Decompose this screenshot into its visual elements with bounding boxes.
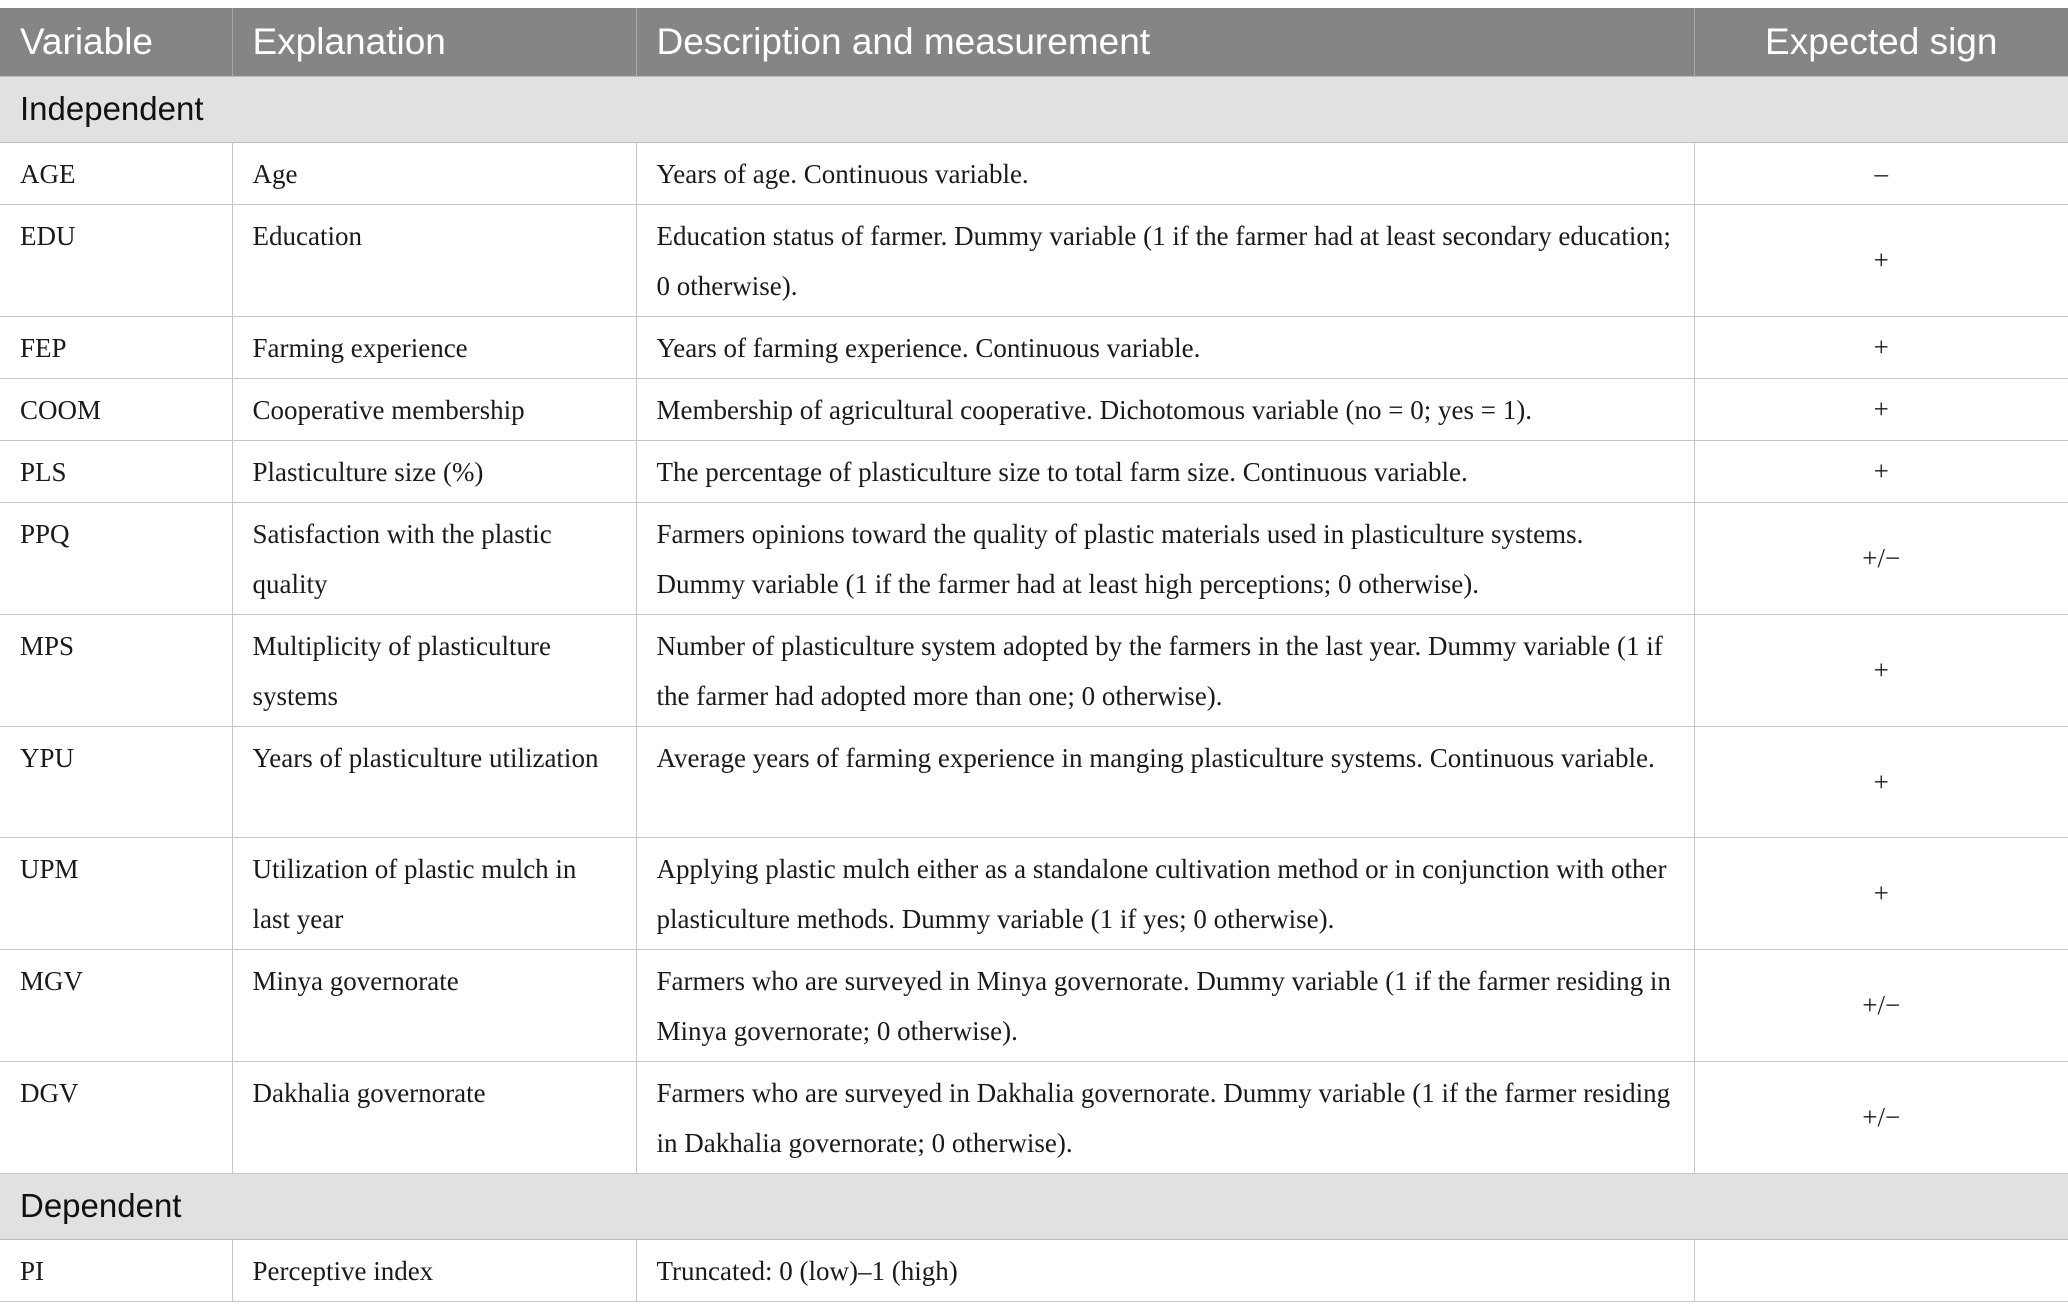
variable-cell: PI (0, 1239, 232, 1301)
description-cell: Years of farming experience. Continuous variable. (636, 316, 1694, 378)
sign-cell: +/− (1694, 502, 2068, 614)
section-row-dependent (0, 1173, 2068, 1239)
variable-cell: MGV (0, 949, 232, 1061)
header-expected-sign: Expected sign (1694, 8, 2068, 76)
header-row (0, 8, 2068, 76)
variable-cell: FEP (0, 316, 232, 378)
explanation-cell: Minya governorate (232, 949, 636, 1061)
table-row (0, 502, 2068, 614)
explanation-cell: Years of plasticulture utilization (232, 726, 636, 837)
sign-cell: + (1694, 726, 2068, 837)
description-cell: Membership of agricultural cooperative. Dichotomous variable (no = 0; yes = 1). (636, 378, 1694, 440)
variable-cell: COOM (0, 378, 232, 440)
table-row (0, 440, 2068, 502)
variable-cell: AGE (0, 142, 232, 204)
description-cell: Years of age. Continuous variable. (636, 142, 1694, 204)
table-row (0, 949, 2068, 1061)
description-cell: Farmers opinions toward the quality of plastic materials used in plasticulture systems. Dummy variable (1 if the farmer had at least high perceptions; 0 otherwise). (636, 502, 1694, 614)
table-row (0, 726, 2068, 837)
sign-cell: + (1694, 316, 2068, 378)
section-label: Dependent (0, 1173, 2068, 1239)
table-row (0, 204, 2068, 316)
explanation-cell: Satisfaction with the plastic quality (232, 502, 636, 614)
description-cell: Education status of farmer. Dummy variable (1 if the farmer had at least secondary education; 0 otherwise). (636, 204, 1694, 316)
variable-cell: PLS (0, 440, 232, 502)
sign-cell: + (1694, 614, 2068, 726)
explanation-cell: Cooperative membership (232, 378, 636, 440)
header-variable: Variable (0, 8, 232, 76)
header-explanation: Explanation (232, 8, 636, 76)
description-cell: Average years of farming experience in manging plasticulture systems. Continuous variable. (636, 726, 1694, 837)
sign-cell: – (1694, 142, 2068, 204)
sign-cell: + (1694, 440, 2068, 502)
section-row-independent (0, 76, 2068, 142)
description-cell: Applying plastic mulch either as a standalone cultivation method or in conjunction with other plasticulture methods. Dummy variable (1 if yes; 0 otherwise). (636, 837, 1694, 949)
variable-cell: YPU (0, 726, 232, 837)
variable-cell: EDU (0, 204, 232, 316)
description-cell: Number of plasticulture system adopted by the farmers in the last year. Dummy variable (1 if the farmer had adopted more than one; 0 otherwise). (636, 614, 1694, 726)
explanation-cell: Plasticulture size (%) (232, 440, 636, 502)
explanation-cell: Multiplicity of plasticulture systems (232, 614, 636, 726)
sign-cell: +/− (1694, 949, 2068, 1061)
table-row (0, 1239, 2068, 1301)
header-description: Description and measurement (636, 8, 1694, 76)
table-row (0, 316, 2068, 378)
variable-cell: MPS (0, 614, 232, 726)
section-label: Independent (0, 76, 2068, 142)
explanation-cell: Dakhalia governorate (232, 1061, 636, 1173)
table-row (0, 378, 2068, 440)
explanation-cell: Education (232, 204, 636, 316)
variable-cell: DGV (0, 1061, 232, 1173)
sign-cell (1694, 1239, 2068, 1301)
description-cell: Farmers who are surveyed in Dakhalia governorate. Dummy variable (1 if the farmer residing in Dakhalia governorate; 0 otherwise). (636, 1061, 1694, 1173)
variable-cell: PPQ (0, 502, 232, 614)
description-cell: Truncated: 0 (low)–1 (high) (636, 1239, 1694, 1301)
variables-table (0, 8, 2068, 1302)
table-row (0, 614, 2068, 726)
table-row (0, 142, 2068, 204)
sign-cell: + (1694, 378, 2068, 440)
description-cell: Farmers who are surveyed in Minya governorate. Dummy variable (1 if the farmer residing in Minya governorate; 0 otherwise). (636, 949, 1694, 1061)
explanation-cell: Farming experience (232, 316, 636, 378)
description-cell: The percentage of plasticulture size to total farm size. Continuous variable. (636, 440, 1694, 502)
sign-cell: +/− (1694, 1061, 2068, 1173)
sign-cell: + (1694, 204, 2068, 316)
table-row (0, 1061, 2068, 1173)
explanation-cell: Age (232, 142, 636, 204)
sign-cell: + (1694, 837, 2068, 949)
table-row (0, 837, 2068, 949)
explanation-cell: Utilization of plastic mulch in last year (232, 837, 636, 949)
explanation-cell: Perceptive index (232, 1239, 636, 1301)
variable-cell: UPM (0, 837, 232, 949)
